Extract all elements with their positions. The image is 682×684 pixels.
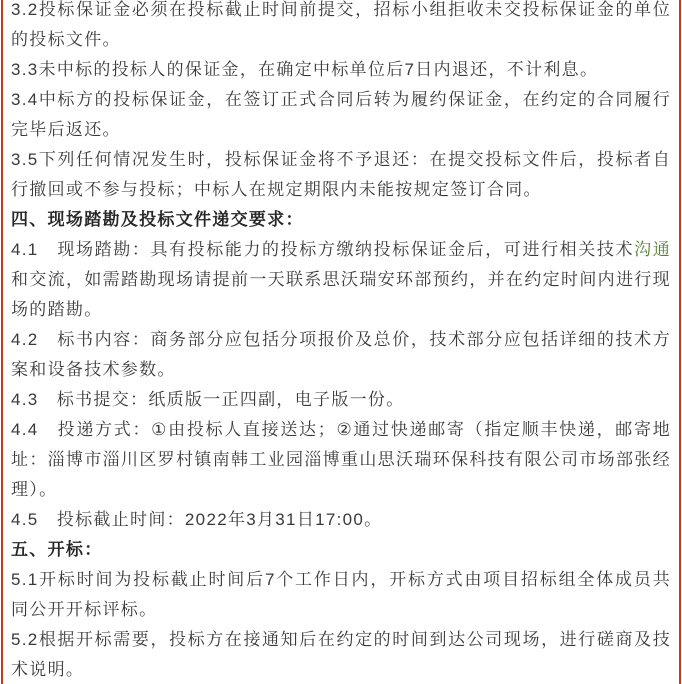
clause-3-3: 3.3未中标的投标人的保证金，在确定中标单位后7日内退还，不计利息。 xyxy=(11,60,599,79)
clause-4-1-text-after: 和交流，如需踏勘现场请提前一天联系思沃瑞安环部预约，并在约定时间内进行现场的踏勘。 xyxy=(11,270,671,319)
clause-4-1 xyxy=(11,235,671,325)
clause-4-5: 4.5 投标截止时间：2022年3月31日17:00。 xyxy=(11,510,383,529)
clause-4-1-text-before: 4.1 现场踏勘：具有投标能力的投标方缴纳投标保证金后，可进行相关技术 xyxy=(11,240,635,259)
section-heading-4: 四、现场踏勘及投标文件递交要求： xyxy=(11,210,304,229)
clause-3-4: 3.4中标方的投标保证金，在签订正式合同后转为履约保证金，在约定的合同履行完毕后返还。 xyxy=(11,90,671,139)
clause-4-3: 4.3 标书提交：纸质版一正四副，电子版一份。 xyxy=(11,390,405,409)
clause-4-4: 4.4 投递方式：①由投标人直接送达；②通过快递邮寄（指定顺丰快递，邮寄地址：淄博市淄川区罗村镇南韩工业园淄博重山思沃瑞环保科技有限公司市场部张经理）。 xyxy=(11,420,671,499)
clause-5-2: 5.2根据开标需要，投标方在接通知后在约定的时间到达公司现场，进行磋商及技术说明。 xyxy=(11,630,671,679)
clause-3-2: 3.2投标保证金必须在投标截止时间前提交，招标小组拒收未交投标保证金的单位的投标文件。 xyxy=(11,0,671,49)
clause-5-1: 5.1开标时间为投标截止时间后7个工作日内，开标方式由项目招标组全体成员共同公开开标评标。 xyxy=(11,570,671,619)
clause-3-5: 3.5下列任何情况发生时，投标保证金将不予退还：在提交投标文件后，投标者自行撤回或不参与投标；中标人在规定期限内未能按规定签订合同。 xyxy=(11,150,671,199)
clause-4-1-highlighted-term: 沟通 xyxy=(634,240,671,259)
section-heading-5: 五、开标： xyxy=(11,540,103,559)
clause-4-2: 4.2 标书内容：商务部分应包括分项报价及总价，技术部分应包括详细的技术方案和设备技术参数。 xyxy=(11,330,671,379)
document-page xyxy=(1,0,681,684)
